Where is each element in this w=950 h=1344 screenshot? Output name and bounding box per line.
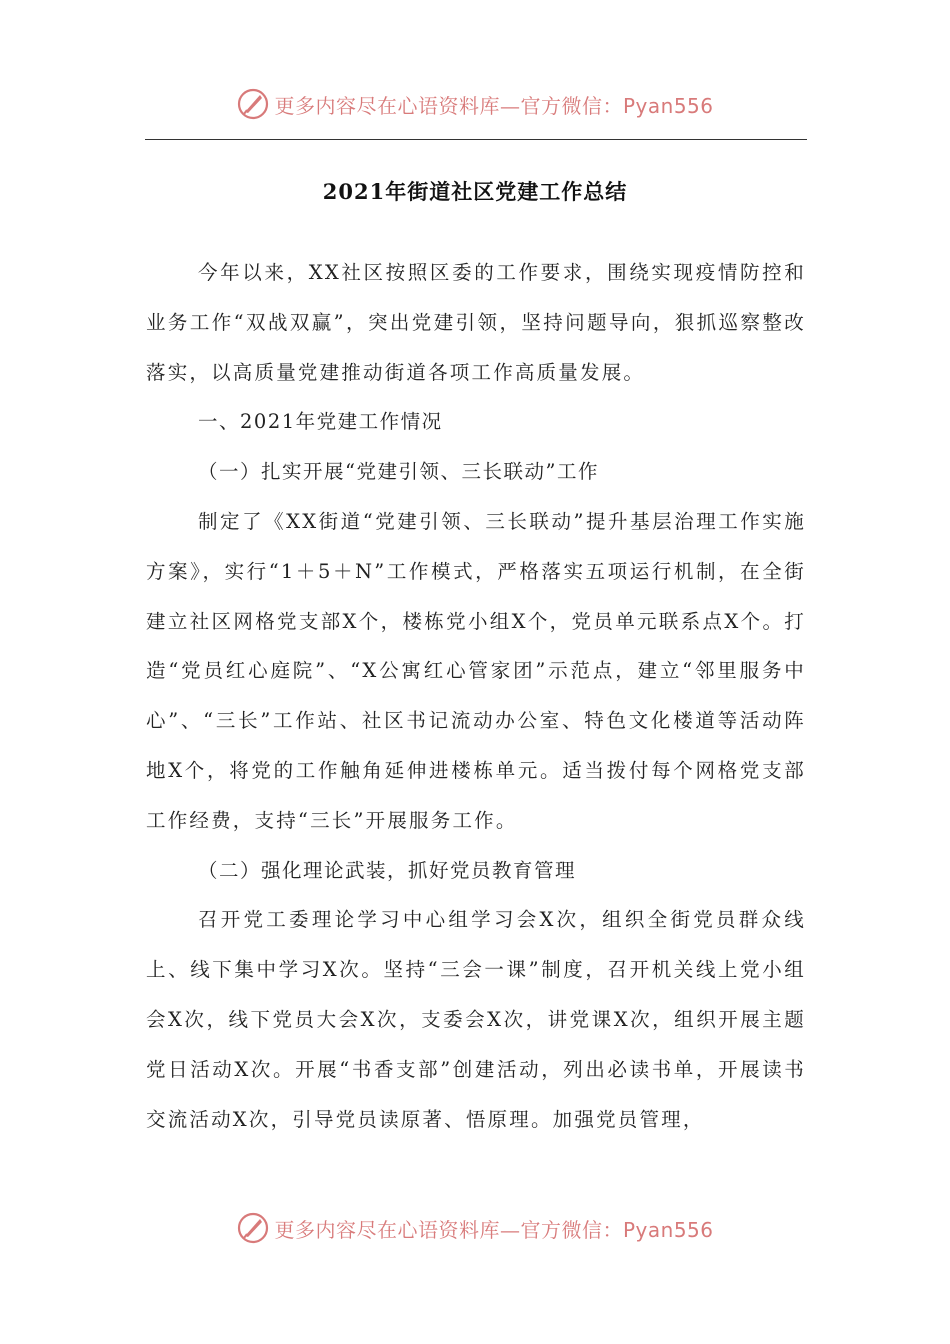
quill-logo-icon [236,1211,270,1245]
watermark-banner-bottom [0,1206,950,1250]
subsection-heading-2: （二）强化理论武装，抓好党员教育管理 [198,858,577,882]
watermark-text: 更多内容尽在心语资料库—官方微信：Pyan556 [274,93,714,118]
watermark-banner-top [0,82,950,126]
document-body [146,248,806,1144]
paragraph-education: 召开党工委理论学习中心组学习会X次，组织全街党员群众线上、线下集中学习X次。坚持“三会一课”制度，召开机关线上党小组会X次，线下党员大会X次，支委会X次，讲党课X次，组织开展主题党日活动X次。开展“书香支部”创建活动，列出必读书单，开展读书交流活动X次，引导党员读原著、悟原理。加强党员管理， [146,908,806,1131]
section-heading-1: 一、2021年党建工作情况 [198,410,443,434]
paragraph-intro: 今年以来，XX社区按照区委的工作要求，围绕实现疫情防控和业务工作“双战双赢”，突出党建引领，坚持问题导向，狠抓巡察整改落实，以高质量党建推动街道各项工作高质量发展。 [146,261,806,384]
paragraph-sanzhang: 制定了《XX街道“党建引领、三长联动”提升基层治理工作实施方案》，实行“1＋5＋N”工作模式，严格落实五项运行机制，在全街建立社区网格党支部X个，楼栋党小组X个，党员单元联系点X个。打造“党员红心庭院”、“X公寓红心管家团”示范点，建立“邻里服务中心”、“三长”工作站、社区书记流动办公室、特色文化楼道等活动阵地X个，将党的工作触角延伸进楼栋单元。适当拨付每个网格党支部工作经费，支持“三长”开展服务工作。 [146,509,806,832]
header-divider [145,139,807,140]
quill-logo-icon [236,87,270,121]
document-title: 2021年街道社区党建工作总结 [322,179,628,204]
watermark-text: 更多内容尽在心语资料库—官方微信：Pyan556 [274,1217,714,1242]
subsection-heading-1: （一）扎实开展“党建引领、三长联动”工作 [198,460,599,484]
